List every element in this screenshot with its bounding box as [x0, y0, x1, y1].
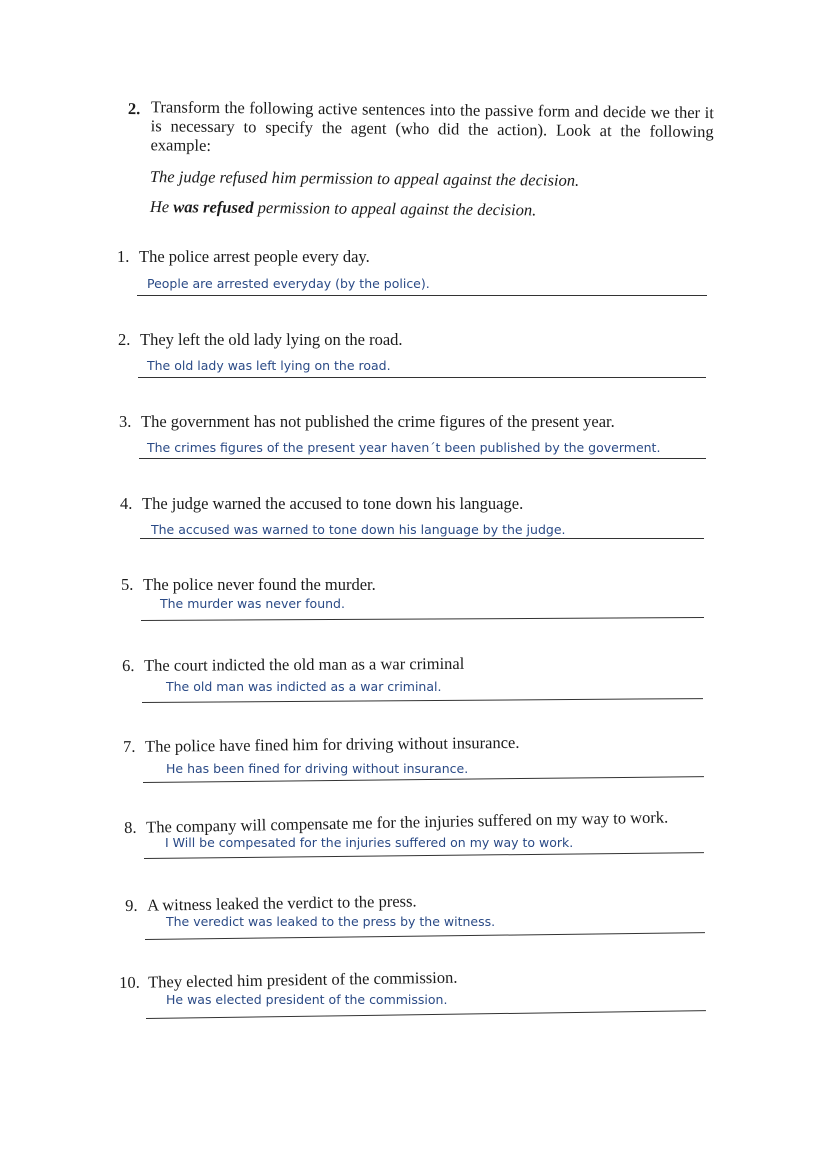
answer-9: The veredict was leaked to the press by the witness.	[166, 914, 496, 929]
question-sentence: The judge warned the accused to tone down his language.	[142, 494, 524, 513]
question-number: 7.	[123, 736, 136, 756]
question-sentence: The company will compensate me for the injuries suffered on my way to work.	[145, 807, 669, 837]
question-sentence: The police arrest people every day.	[139, 247, 370, 266]
answer-6: The old man was indicted as a war criminal.	[166, 679, 442, 694]
question-2	[118, 330, 403, 350]
question-sentence: They elected him president of the commission.	[147, 967, 458, 992]
question-6	[122, 654, 464, 676]
answer-line	[137, 295, 707, 296]
example-passive-verb: was refused	[173, 197, 254, 217]
question-1	[117, 247, 370, 267]
answer-3: The crimes figures of the present year haven´t been published by the goverment.	[147, 440, 661, 455]
example-passive-sentence	[150, 197, 537, 220]
question-sentence: A witness leaked the verdict to the press.	[146, 891, 417, 915]
answer-line	[141, 617, 704, 621]
question-sentence: The police have fined him for driving without insurance.	[144, 732, 520, 756]
question-5	[121, 575, 376, 595]
exercise-number: 2.	[127, 98, 141, 119]
example-passive-start: He	[149, 197, 174, 217]
question-sentence: The court indicted the old man as a war criminal	[143, 653, 465, 675]
question-number: 10.	[119, 972, 140, 992]
question-7	[123, 733, 520, 757]
question-number: 1.	[117, 247, 130, 266]
answer-8: I Will be compesated for the injuries suffered on my way to work.	[165, 835, 574, 850]
question-number: 4.	[120, 494, 133, 513]
answer-1: People are arrested everyday (by the police).	[147, 276, 430, 291]
answer-line	[145, 932, 705, 940]
answer-2: The old lady was left lying on the road.	[147, 358, 391, 373]
answer-7: He has been fined for driving without insurance.	[166, 761, 469, 776]
question-number: 6.	[122, 655, 135, 675]
question-number: 2.	[118, 330, 131, 349]
answer-line	[144, 852, 704, 859]
question-10	[119, 968, 458, 993]
exercise-instruction	[127, 97, 714, 160]
answer-10: He was elected president of the commission.	[166, 992, 448, 1007]
answer-line	[139, 458, 706, 459]
answer-line	[143, 776, 704, 783]
question-number: 5.	[121, 575, 134, 594]
question-8	[124, 808, 668, 838]
question-4	[120, 494, 523, 514]
answer-line	[142, 698, 703, 703]
answer-line	[140, 538, 704, 539]
answer-line	[146, 1010, 706, 1019]
answer-5: The murder was never found.	[160, 596, 345, 611]
example-active-sentence: The judge refused him permission to appeal against the decision.	[149, 167, 580, 190]
question-number: 3.	[119, 412, 132, 431]
question-sentence: The government has not published the crime figures of the present year.	[141, 412, 615, 431]
question-3	[119, 412, 615, 432]
example-passive-end: permission to appeal against the decision.	[253, 197, 537, 220]
question-number: 9.	[125, 895, 138, 915]
answer-line	[138, 377, 706, 378]
question-sentence: The police never found the murder.	[143, 575, 376, 594]
question-sentence: They left the old lady lying on the road.	[140, 330, 403, 349]
question-9	[125, 891, 417, 916]
answer-4: The accused was warned to tone down his language by the judge.	[151, 522, 566, 537]
question-number: 8.	[124, 817, 137, 837]
instruction-text: Transform the following active sentences into the passive form and decide we ther it is necessary to specify the agent (who did the action). Look at the following example:	[150, 97, 714, 155]
